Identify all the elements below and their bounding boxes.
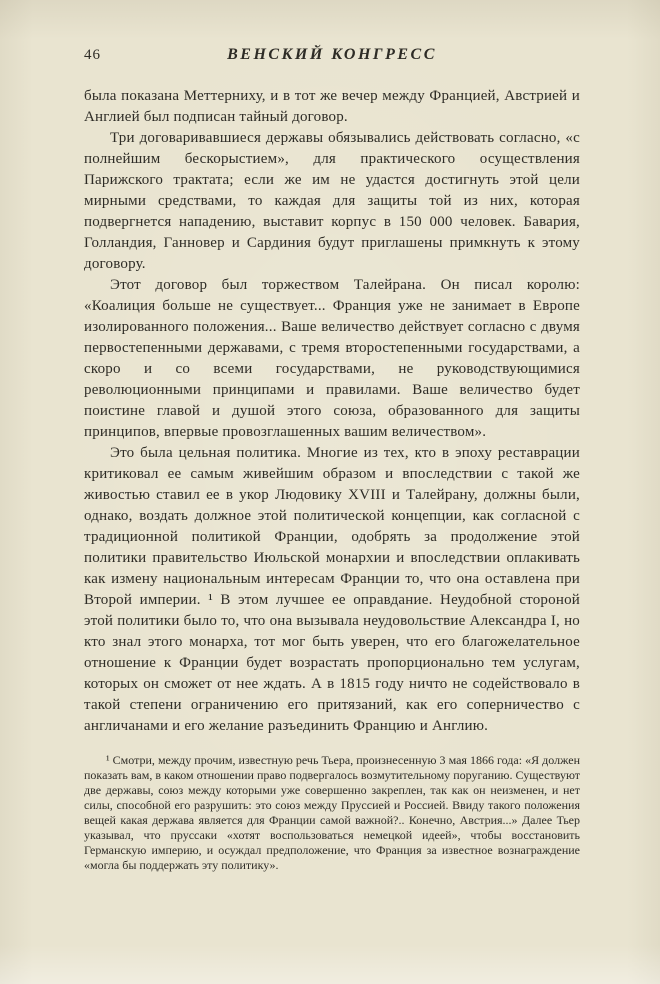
- running-title: ВЕНСКИЙ КОНГРЕСС: [227, 46, 437, 63]
- paragraph: Этот договор был торжеством Талейрана. Он писал королю: «Коалиция больше не существует... Франция уже не занимает в Европе изолированного положения... Ваше величество действует согласно с двумя первостепенными державами, с тремя второстепенными государствами, а скоро и со всеми государствами, не руководствующимися революционными принципами и правилами. Ваше величество будет поистине главой и душой этого союза, образованного для защиты принципов, впервые провозглашенных вашим величеством».: [84, 277, 580, 440]
- footnote-text: ¹ Смотри, между прочим, известную речь Тьера, произнесенную 3 мая 1866 года: «Я должен показать вам, в каком отношении право подвергалось возмутительному поруганию. Существуют две державы, союз между которыми уже совершенно закреплен, так как он неизменен, и нет силы, способной его разрушить: это союз между Пруссией и Россией. Ввиду такого положения вещей какая держава является для Франции самой важной?.. Конечно, Австрия...» Далее Тьер указывал, что пруссаки «хотят воспользоваться немецкой идеей», чтобы восстановить Германскую империю, и осуждал предположение, что Франция за известное вознаграждение «могла бы поддержать эту политику».: [84, 753, 580, 872]
- page-text: [84, 86, 580, 737]
- paragraph-continuation: была показана Меттерниху, и в тот же вечер между Францией, Австрией и Англией был подписан тайный договор.: [84, 88, 580, 125]
- page-number: 46: [84, 47, 101, 63]
- paragraph: Три договаривавшиеся державы обязывались действовать согласно, «с полнейшим бескорыстием», для практического осуществления Парижского трактата; если же им не удастся достигнуть этой цели мирными средствами, то каждая для защиты той из них, которая подвергнется нападению, выставит корпус в 150 000 человек. Бавария, Голландия, Ганновер и Сардиния будут приглашены примкнуть к этому договору.: [84, 130, 580, 272]
- footnote: [84, 753, 580, 873]
- page-header: [84, 46, 580, 64]
- paragraph: Это была цельная политика. Многие из тех, кто в эпоху реставрации критиковал ее самым живейшим образом и впоследствии с такой же живостью ставил ее в укор Людовику XVIII и Талейрану, должны были, однако, воздать должное этой политической концепции, как согласной с традиционной политикой Франции, одобрять за продолжение этой политики правительство Июльской монархии и впоследствии оплакивать как измену национальным интересам Франции то, что она оставлена при Второй империи. ¹ В этом лучшее ее оправдание. Неудобной стороной этой политики было то, что она вызывала неудовольствие Александра I, но кто знал этого монарха, тот мог быть уверен, что его благожелательное отношение к Франции будет возрастать пропорционально тем услугам, которых он сможет от нее ждать. А в 1815 году ничто не содействовало в такой степени ограничению его притязаний, как его соперничество с англичанами и его желание разъединить Францию и Англию.: [84, 445, 580, 734]
